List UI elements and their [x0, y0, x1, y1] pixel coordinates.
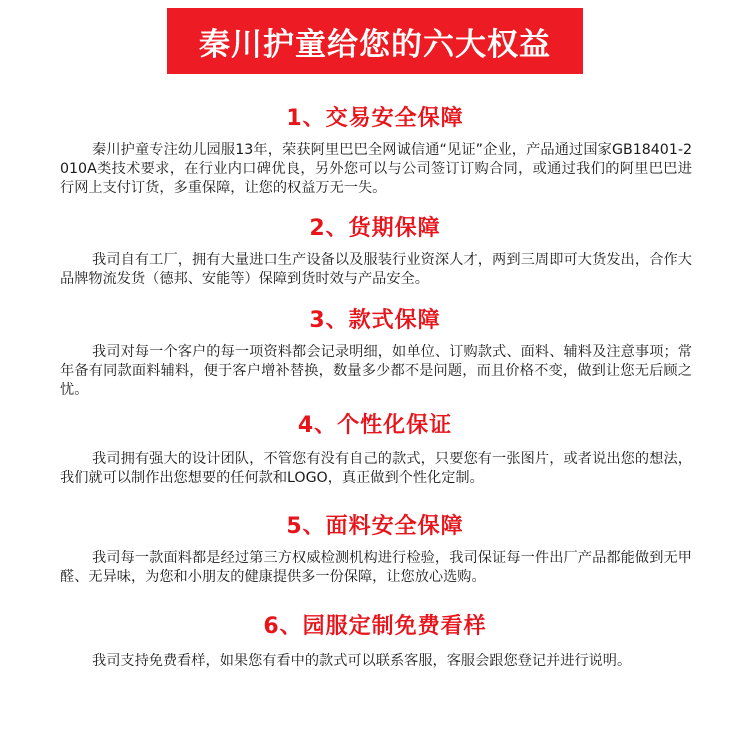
section-title-trade-security: 1、交易安全保障 [286, 106, 464, 131]
section-title-customization: 4、个性化保证 [297, 413, 453, 438]
page-banner [167, 8, 583, 74]
section-body-free-sample: 我司支持免费看样，如果您有看中的款式可以联系客服，客服会跟您登记并进行说明。 [92, 653, 632, 669]
section-body-customization: 我司拥有强大的设计团队，不管您有没有自己的款式，只要您有一张图片，或者说出您的想法，我们就可以制作出您想要的任何款和LOGO，真正做到个性化定制。 [60, 451, 692, 486]
section-body-delivery: 我司自有工厂，拥有大量进口生产设备以及服装行业资深人才，两到三周即可大货发出，合作大品牌物流发货（德邦、安能等）保障到货时效与产品安全。 [60, 252, 692, 287]
section-body-style: 我司对每一个客户的每一项资料都会记录明细，如单位、订购款式、面料、辅料及注意事项；常年备有同款面料辅料，便于客户增补替换，数量多少都不是问题，而且价格不变，做到让您无后顾之忧。 [60, 344, 692, 398]
section-title-delivery: 2、货期保障 [309, 216, 441, 241]
section-body-trade-security: 秦川护童专注幼儿园服13年，荣获阿里巴巴全网诚信通“见证”企业，产品通过国家GB18401-2010A类技术要求，在行业内口碑优良，另外您可以与公司签订订购合同，或通过我们的阿里巴巴进行网上支付订货，多重保障，让您的权益万无一失。 [60, 142, 692, 196]
section-body-fabric-safety: 我司每一款面料都是经过第三方权威检测机构进行检验，我司保证每一件出厂产品都能做到无甲醛、无异味，为您和小朋友的健康提供多一份保障，让您放心选购。 [60, 550, 692, 585]
section-title-style: 3、款式保障 [309, 308, 441, 333]
section-title-free-sample: 6、园服定制免费看样 [263, 614, 487, 639]
section-title-fabric-safety: 5、面料安全保障 [286, 514, 464, 539]
banner-title: 秦川护童给您的六大权益 [199, 26, 551, 63]
